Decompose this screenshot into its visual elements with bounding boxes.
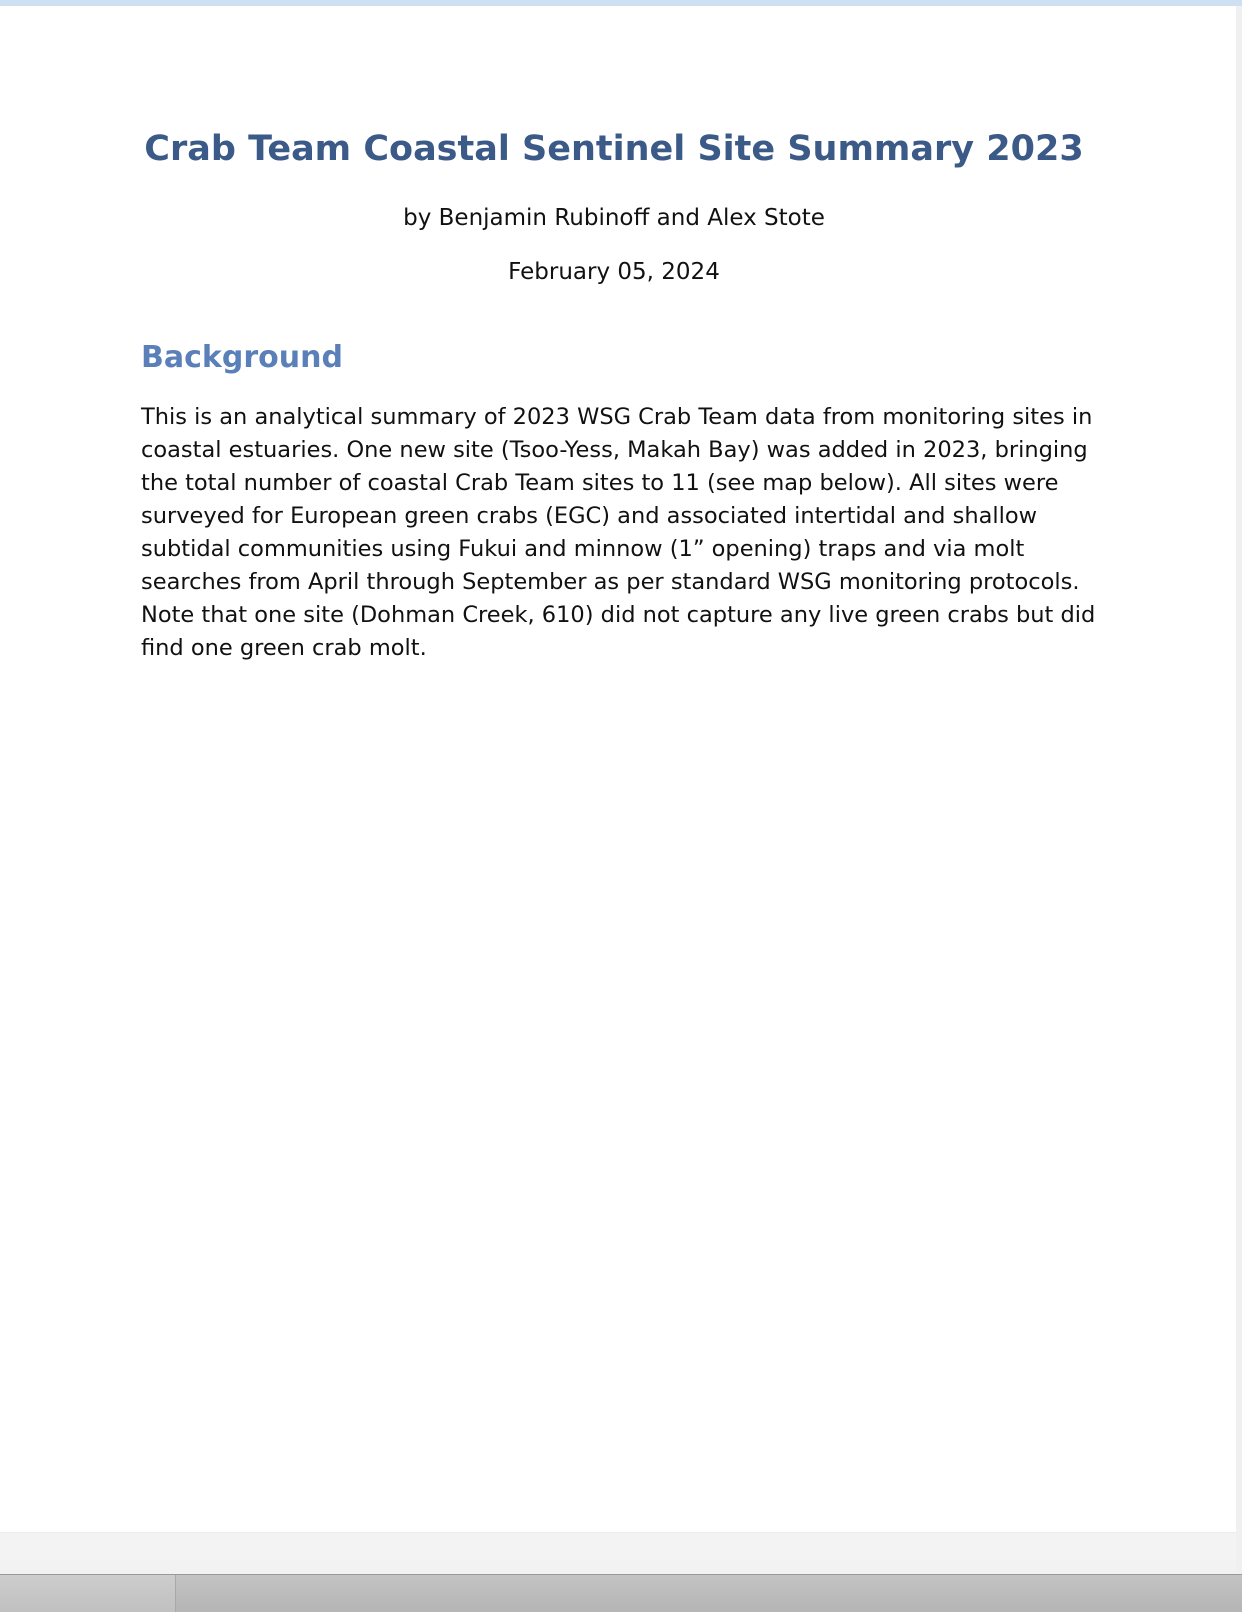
document-date: February 05, 2024: [508, 259, 720, 285]
page-right-gutter: [1236, 6, 1242, 1576]
bottom-bar-tab[interactable]: [0, 1575, 176, 1612]
bottom-bar: [0, 1575, 1242, 1612]
document-page: [0, 6, 1236, 1532]
section-heading-background: Background: [141, 340, 343, 375]
background-paragraph: This is an analytical summary of 2023 WSG Crab Team data from monitoring sites in coastal estuaries. One new site (Tsoo-Yess, Makah Bay) was added in 2023, bringing the total number of coastal Crab Team sites to 11 (see map below). All sites were surveyed for European green crabs (EGC) and associated intertidal and shallow subtidal communities using Fukui and minnow (1” opening) traps and via molt searches from April through September as per standard WSG monitoring protocols. Note that one site (Dohman Creek, 610) did not capture any live green crabs but did find one green crab molt.: [141, 404, 1096, 661]
document-title: Crab Team Coastal Sentinel Site Summary 2023: [144, 129, 1084, 169]
document-author: by Benjamin Rubinoff and Alex Stote: [403, 205, 825, 231]
page-bottom-edge: [0, 1532, 1236, 1561]
